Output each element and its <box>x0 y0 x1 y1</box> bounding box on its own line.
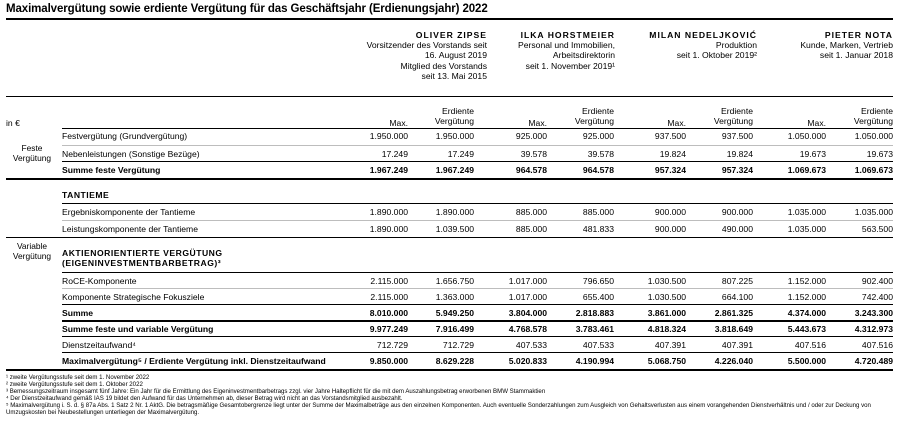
row-label: Festvergütung (Grundvergütung) <box>62 131 188 141</box>
table-cell: 925.000 <box>515 131 547 141</box>
row-label: Dienstzeitaufwand⁴ <box>62 340 136 350</box>
table-cell: 407.516 <box>861 340 893 350</box>
table-cell: 19.824 <box>659 149 686 159</box>
col-header-erdiente-line2: Vergütung <box>574 116 614 126</box>
table-cell: 3.243.300 <box>854 308 893 318</box>
person-header-1: OLIVER ZIPSE Vorsitzender des Vorstands seit 16. August 2019 Mitglied des Vorstands seit 13. Mai 2015 <box>366 30 487 81</box>
row-label: Summe feste und variable Vergütung <box>62 324 214 334</box>
table-cell: 1.017.000 <box>508 276 547 286</box>
table-cell: 900.000 <box>654 224 686 234</box>
col-header-erdiente <box>414 106 474 126</box>
table-cell: 5.068.750 <box>647 356 686 366</box>
row-rule <box>62 203 893 204</box>
table-cell: 19.824 <box>726 149 753 159</box>
table-cell: 796.650 <box>582 276 614 286</box>
row-rule <box>6 369 893 371</box>
col-header-max: Max. <box>807 118 826 128</box>
table-cell: 742.400 <box>861 292 893 302</box>
footnote: ¹ zweite Vergütungsstufe seit dem 1. November 2022 <box>6 374 150 381</box>
table-cell: 1.030.500 <box>647 292 686 302</box>
col-header-erdiente-line1: Erdiente <box>581 106 614 116</box>
table-cell: 1.152.000 <box>787 292 826 302</box>
table-cell: 807.225 <box>721 276 753 286</box>
table-cell: 17.249 <box>447 149 474 159</box>
table-cell: 8.010.000 <box>369 308 408 318</box>
row-rule <box>62 320 893 322</box>
table-cell: 1.152.000 <box>787 276 826 286</box>
table-cell: 4.720.489 <box>854 356 893 366</box>
table-cell: 964.578 <box>582 165 614 175</box>
row-rule <box>62 336 893 337</box>
table-cell: 902.400 <box>861 276 893 286</box>
table-cell: 655.400 <box>582 292 614 302</box>
group-label-feste: Feste Vergütung <box>12 143 52 163</box>
row-rule <box>62 145 893 146</box>
table-cell: 664.100 <box>721 292 753 302</box>
row-label: Maximalvergütung⁵ / Erdiente Vergütung inkl. Dienstzeitaufwand <box>62 356 326 366</box>
table-cell: 9.850.000 <box>369 356 408 366</box>
table-cell: 407.533 <box>515 340 547 350</box>
table-cell: 900.000 <box>654 207 686 217</box>
table-cell: 937.500 <box>721 131 753 141</box>
row-label: Summe feste Vergütung <box>62 165 161 175</box>
table-cell: 3.783.461 <box>575 324 614 334</box>
table-cell: 39.578 <box>520 149 547 159</box>
person-header-3: MILAN NEDELJKOVIĆ Produktion seit 1. Oktober 2019² <box>649 30 757 61</box>
table-cell: 4.818.324 <box>647 324 686 334</box>
table-cell: 1.950.000 <box>435 131 474 141</box>
col-header-erdiente-line2: Vergütung <box>713 116 753 126</box>
table-cell: 481.833 <box>582 224 614 234</box>
group-label-variable: Variable Vergütung <box>12 241 52 261</box>
table-cell: 2.115.000 <box>370 276 408 286</box>
table-cell: 5.949.250 <box>435 308 474 318</box>
table-cell: 1.050.000 <box>854 131 893 141</box>
col-header-max: Max. <box>667 118 686 128</box>
table-cell: 3.804.000 <box>508 308 547 318</box>
row-rule <box>62 352 893 353</box>
table-cell: 9.977.249 <box>369 324 408 334</box>
row-rule <box>62 272 893 273</box>
table-cell: 1.035.000 <box>787 207 826 217</box>
table-cell: 2.115.000 <box>370 292 408 302</box>
row-rule <box>62 288 893 289</box>
section-tantieme: TANTIEME <box>62 190 110 200</box>
table-cell: 1.017.000 <box>508 292 547 302</box>
row-label: Leistungskomponente der Tantieme <box>62 224 198 234</box>
table-cell: 964.578 <box>515 165 547 175</box>
table-cell: 407.516 <box>794 340 826 350</box>
footnote: ² zweite Vergütungsstufe seit dem 1. Oktober 2022 <box>6 381 143 388</box>
person-header-2: ILKA HORSTMEIER Personal und Immobilien, Arbeitsdirektorin seit 1. November 2019¹ <box>518 30 615 71</box>
table-cell: 4.226.040 <box>714 356 753 366</box>
col-header-max: Max. <box>528 118 547 128</box>
row-label: Summe <box>62 308 94 318</box>
person-header-4: PIETER NOTA Kunde, Marken, Vertrieb seit 1. Januar 2018 <box>800 30 893 61</box>
row-rule <box>6 237 893 238</box>
table-cell: 712.729 <box>442 340 474 350</box>
footnote: ³ Bemessungszeitraum insgesamt fünf Jahre: Ein Jahr für die Ermittlung des Eigeninvestmentbarbetrags zzgl. vier Jahre Haltepflicht für die mit dem Auszahlungsbetrag erworbenen BMW Stammaktien <box>6 388 546 395</box>
table-cell: 19.673 <box>866 149 893 159</box>
col-header-erdiente <box>693 106 753 126</box>
title-rule <box>6 18 893 20</box>
table-cell: 1.890.000 <box>435 207 474 217</box>
table-cell: 1.069.673 <box>854 165 893 175</box>
table-cell: 19.673 <box>799 149 826 159</box>
table-cell: 1.656.750 <box>435 276 474 286</box>
table-cell: 4.190.994 <box>575 356 614 366</box>
table-cell: 2.818.883 <box>575 308 614 318</box>
table-cell: 1.050.000 <box>787 131 826 141</box>
row-rule <box>62 161 893 162</box>
table-cell: 885.000 <box>515 224 547 234</box>
table-cell: 900.000 <box>721 207 753 217</box>
row-rule <box>62 128 893 129</box>
row-label: Komponente Strategische Fokusziele <box>62 292 205 302</box>
table-cell: 3.818.649 <box>714 324 753 334</box>
row-rule <box>6 178 893 180</box>
table-cell: 712.729 <box>376 340 408 350</box>
unit-label: in € <box>6 118 20 128</box>
table-cell: 5.443.673 <box>787 324 826 334</box>
table-cell: 1.967.249 <box>369 165 408 175</box>
table-cell: 5.020.833 <box>508 356 547 366</box>
footnote: ⁴ Der Dienstzeitaufwand gemäß IAS 19 bildet den Aufwand für das Unternehmen ab, dieser Betrag wird nicht an das Vorstandsmitglied ausbezahlt. <box>6 395 403 402</box>
table-title: Maximalvergütung sowie erdiente Vergütung für das Geschäftsjahr (Erdienungsjahr) 2022 <box>6 3 488 15</box>
table-cell: 1.967.249 <box>435 165 474 175</box>
table-cell: 957.324 <box>721 165 753 175</box>
footnote: Umzugskosten bei Neubestellungen unterliegen der Maximalvergütung. <box>6 409 200 416</box>
table-cell: 4.374.000 <box>787 308 826 318</box>
table-cell: 925.000 <box>582 131 614 141</box>
table-cell: 17.249 <box>381 149 408 159</box>
table-cell: 4.312.973 <box>854 324 893 334</box>
table-cell: 39.578 <box>587 149 614 159</box>
row-rule <box>62 304 893 305</box>
table-cell: 1.030.500 <box>647 276 686 286</box>
table-cell: 1.890.000 <box>369 207 408 217</box>
table-cell: 563.500 <box>861 224 893 234</box>
table-cell: 1.035.000 <box>787 224 826 234</box>
footnote: ⁵ Maximalvergütung i. S. d. § 87a Abs. 1 Satz 2 Nr. 1 AktG. Die betragsmäßige Gesamtobergrenze liegt unter der Summe der Maximalbeträge aus den einzelnen Komponenten. Auch eventuelle Sonderzahlungen zum Ausgleich von Gehaltsverlusten aus einem vorangehenden Dienstverhältnis und / oder zur Deckung von <box>6 402 871 409</box>
row-label: Nebenleistungen (Sonstige Bezüge) <box>62 149 200 159</box>
col-header-erdiente-line1: Erdiente <box>441 106 474 116</box>
table-cell: 1.069.673 <box>787 165 826 175</box>
col-header-erdiente-line2: Vergütung <box>853 116 893 126</box>
table-cell: 1.950.000 <box>369 131 408 141</box>
table-cell: 2.861.325 <box>714 308 753 318</box>
col-header-max: Max. <box>389 118 408 128</box>
table-cell: 1.035.000 <box>854 207 893 217</box>
table-cell: 407.533 <box>582 340 614 350</box>
table-cell: 7.916.499 <box>435 324 474 334</box>
table-cell: 490.000 <box>721 224 753 234</box>
table-cell: 1.890.000 <box>369 224 408 234</box>
row-rule <box>62 220 893 221</box>
table-cell: 407.391 <box>654 340 686 350</box>
table-cell: 885.000 <box>515 207 547 217</box>
col-header-erdiente-line1: Erdiente <box>860 106 893 116</box>
table-cell: 8.629.228 <box>435 356 474 366</box>
header-divider <box>6 96 893 97</box>
table-cell: 4.768.578 <box>508 324 547 334</box>
table-cell: 937.500 <box>654 131 686 141</box>
row-label: RoCE-Komponente <box>62 276 137 286</box>
col-header-erdiente-line1: Erdiente <box>720 106 753 116</box>
table-cell: 5.500.000 <box>787 356 826 366</box>
table-cell: 885.000 <box>582 207 614 217</box>
col-header-erdiente-line2: Vergütung <box>434 116 474 126</box>
section-aktien-line1: AKTIENORIENTIERTE VERGÜTUNG <box>62 248 223 258</box>
table-cell: 1.363.000 <box>435 292 474 302</box>
table-cell: 1.039.500 <box>435 224 474 234</box>
table-cell: 957.324 <box>654 165 686 175</box>
col-header-erdiente <box>554 106 614 126</box>
row-label: Ergebniskomponente der Tantieme <box>62 207 196 217</box>
col-header-erdiente <box>833 106 893 126</box>
section-aktien-line2: (EIGENINVESTMENTBARBETRAG)³ <box>62 258 222 268</box>
table-cell: 3.861.000 <box>647 308 686 318</box>
table-cell: 407.391 <box>721 340 753 350</box>
